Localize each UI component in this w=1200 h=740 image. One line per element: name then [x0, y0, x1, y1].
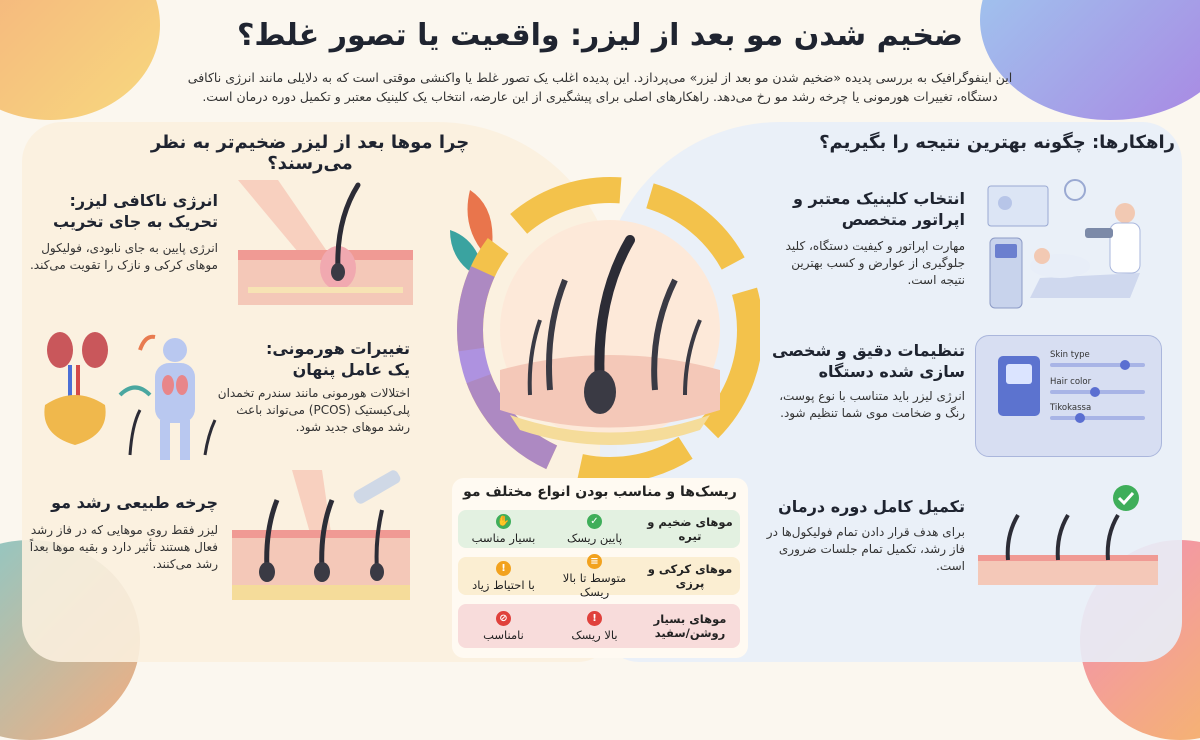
slider-knob[interactable]	[1090, 387, 1100, 397]
risk-level-label: بالا ریسک	[571, 627, 618, 642]
check-icon: ✓	[587, 514, 602, 529]
suitability-cell	[458, 510, 549, 548]
hair-type-cell: موهای ضخیم و تیره	[647, 515, 733, 543]
left-item-1-desc: انرژی پایین به جای نابودی، فولیکول موهای کرکی و نازک را تقویت می‌کند.	[29, 241, 218, 272]
slider-track	[1050, 363, 1145, 367]
risk-row-light-white	[458, 604, 740, 648]
device-slider-label: Hair color	[1050, 377, 1092, 387]
suitability-label: نامناسب	[483, 627, 524, 642]
suitability-cell	[458, 604, 549, 648]
right-section-heading: راهکارها: چگونه بهترین نتیجه را بگیریم؟	[819, 132, 1175, 153]
risk-level-cell	[549, 555, 640, 599]
suitability-label: بسیار مناسب	[471, 530, 536, 545]
right-item-3-title: تکمیل کامل دوره درمان	[778, 497, 965, 516]
treatment-complete-illustration	[978, 480, 1158, 590]
left-item-3-title: چرخه طبیعی رشد مو	[51, 493, 218, 512]
device-slider-label: Skin type	[1050, 350, 1090, 360]
intro-text: این اینفوگرافیک به بررسی پدیده «ضخیم شدن مو بعد از لیزر» می‌پردازد. این پدیده اغلب یک تصور غلط یا واکنشی موقتی است که به دلایلی مانند انرژی ناکافی دستگاه، تغییرات هورمونی یا چرخه رشد مو رخ می‌دهد. راهکارهای اصلی برای پیشگیری از این عارضه، انتخاب یک کلینیک معتبر و تکمیل دوره درمان است.	[187, 70, 1013, 104]
right-item-1-title: انتخاب کلینیک معتبر و اپراتور متخصص	[792, 189, 965, 229]
device-screen-accent	[1006, 364, 1032, 384]
hormone-illustration	[40, 325, 220, 465]
slider-knob[interactable]	[1075, 413, 1085, 423]
left-item-2-desc: اختلالات هورمونی مانند سندرم تخمدان پلی‌کیستیک (PCOS) می‌تواند باعث رشد موهای جدید شود.	[217, 386, 410, 434]
left-item-3-desc: لیزر فقط روی موهایی که در فاز رشد فعال هستند تأثیر دارد و بقیه موها بعداً رشد می‌کنند.	[29, 523, 218, 571]
risk-level-cell	[549, 510, 640, 548]
left-item-1-title: انرژی ناکافی لیزر: تحریک به جای تخریب	[53, 191, 218, 231]
slider-track	[1050, 416, 1145, 420]
device-slider-label: Tikokassa	[1050, 403, 1092, 413]
central-hair-ring-illustration	[440, 170, 760, 480]
slider-knob[interactable]	[1120, 360, 1130, 370]
risk-level-label: متوسط تا بالا ریسک	[562, 570, 627, 599]
left-section-heading: چرا موها بعد از لیزر ضخیم‌تر به نظر می‌رسند؟	[150, 132, 470, 174]
right-item-1-desc: مهارت اپراتور و کیفیت دستگاه، کلید جلوگیری از عوارض و کسب بهترین نتیجه است.	[785, 239, 965, 287]
device-slider-hair-color[interactable]	[1050, 377, 1145, 394]
risk-row-fine-vellus	[458, 555, 740, 599]
warning-icon: !	[496, 561, 511, 576]
risk-level-label: پایین ریسک	[566, 530, 623, 545]
page-title: ضخیم شدن مو بعد از لیزر: واقعیت یا تصور غلط؟	[237, 18, 963, 53]
right-item-3-desc: برای هدف قرار دادن تمام فولیکول‌ها در فاز رشد، تکمیل تمام جلسات ضروری است.	[766, 525, 965, 573]
alert-icon: !	[587, 611, 602, 626]
menu-icon: ≡	[587, 554, 602, 569]
risk-table-heading: ریسک‌ها و مناسب بودن انواع مختلف مو	[463, 484, 737, 500]
hair-type-cell: موهای بسیار روشن/سفید	[653, 612, 727, 640]
hair-cycle-illustration	[232, 470, 410, 600]
risk-level-cell	[549, 604, 640, 648]
device-slider-skin-type[interactable]	[1050, 350, 1145, 367]
right-item-2-desc: انرژی لیزر باید متناسب با نوع پوست، رنگ و ضخامت موی شما تنظیم شود.	[779, 389, 965, 420]
suitability-cell	[458, 557, 549, 595]
hair-type-cell: موهای کرکی و پرزی	[647, 562, 733, 590]
right-item-2-title: تنظیمات دقیق و شخصی سازی شده دستگاه	[772, 341, 965, 381]
hand-icon: ✋	[497, 515, 510, 527]
left-item-2-title: تغییرات هورمونی: یک عامل پنهان	[265, 339, 410, 379]
prohibited-icon: ⊘	[496, 611, 511, 626]
weak-laser-illustration	[238, 180, 413, 305]
slider-track	[1050, 390, 1145, 394]
clinic-illustration	[980, 178, 1160, 313]
risk-row-thick-dark	[458, 510, 740, 548]
device-slider-thickness[interactable]	[1050, 403, 1145, 420]
suitability-label: با احتیاط زیاد	[472, 577, 535, 592]
